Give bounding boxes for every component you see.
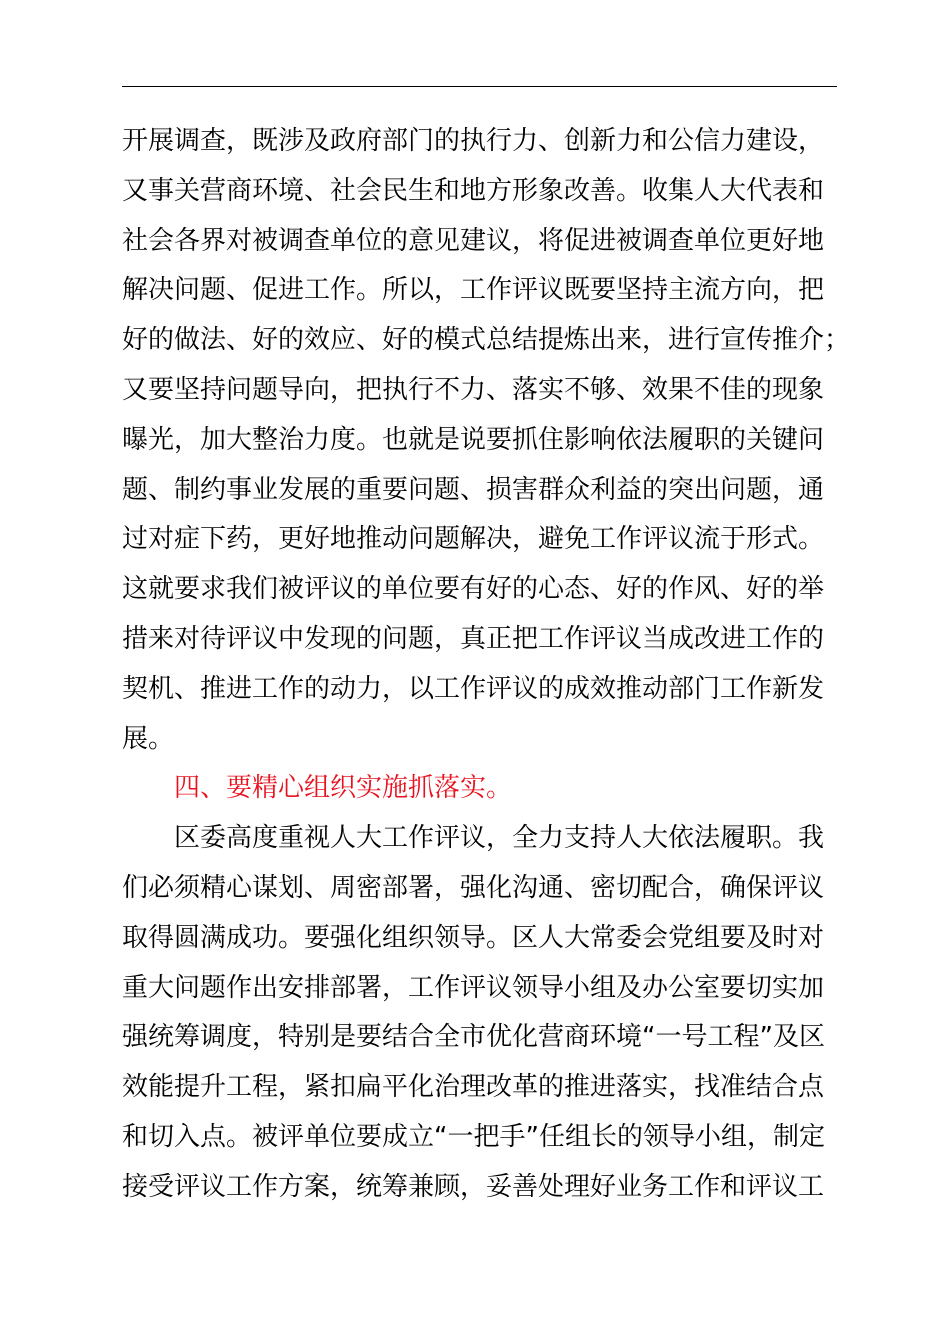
text-line: 开展调查，既涉及政府部门的执行力、创新力和公信力建设， xyxy=(122,126,825,156)
heading-line: 四、要精心组织实施抓落实。 xyxy=(174,773,513,804)
text-line: 接受评议工作方案，统筹兼顾，妥善处理好业务工作和评议工 xyxy=(122,1171,825,1202)
paragraph xyxy=(122,117,862,764)
text-line: 措来对待评议中发现的问题，真正把工作评议当成改进工作的 xyxy=(122,623,825,654)
text-line: 们必须精心谋划、周密部署，强化沟通、密切配合，确保评议 xyxy=(122,872,825,903)
text-line: 和切入点。被评单位要成立“一把手”任组长的领导小组，制定 xyxy=(122,1121,825,1152)
text-line: 重大问题作出安排部署，工作评议领导小组及办公室要切实加 xyxy=(122,972,825,1003)
text-line: 曝光，加大整治力度。也就是说要抓住影响依法履职的关键问 xyxy=(122,424,825,455)
text-line: 区委高度重视人大工作评议，全力支持人大依法履职。我 xyxy=(174,823,825,854)
text-line: 契机、推进工作的动力，以工作评议的成效推动部门工作新发 xyxy=(122,673,825,704)
header-rule xyxy=(122,86,837,87)
text-line: 效能提升工程，紧扣扁平化治理改革的推进落实，找准结合点 xyxy=(122,1072,825,1103)
text-line: 好的做法、好的效应、好的模式总结提炼出来，进行宣传推介； xyxy=(122,325,851,356)
text-line: 展。 xyxy=(122,723,175,754)
text-line: 取得圆满成功。要强化组织领导。区人大常委会党组要及时对 xyxy=(122,922,825,953)
text-line: 过对症下药，更好地推动问题解决，避免工作评议流于形式。 xyxy=(122,524,825,555)
section-heading xyxy=(122,764,862,814)
text-line: 解决问题、促进工作。所以，工作评议既要坚持主流方向，把 xyxy=(122,275,825,306)
text-line: 又事关营商环境、社会民生和地方形象改善。收集人大代表和 xyxy=(122,175,825,206)
text-line: 这就要求我们被评议的单位要有好的心态、好的作风、好的举 xyxy=(122,574,825,605)
text-line: 又要坚持问题导向，把执行不力、落实不够、效果不佳的现象 xyxy=(122,374,825,405)
text-line: 强统筹调度，特别是要结合全市优化营商环境“一号工程”及区 xyxy=(122,1022,825,1053)
text-line: 题、制约事业发展的重要问题、损害群众利益的突出问题，通 xyxy=(122,474,825,505)
paragraph xyxy=(122,814,862,1212)
document-body xyxy=(122,117,862,1213)
text-line: 社会各界对被调查单位的意见建议，将促进被调查单位更好地 xyxy=(122,225,825,256)
